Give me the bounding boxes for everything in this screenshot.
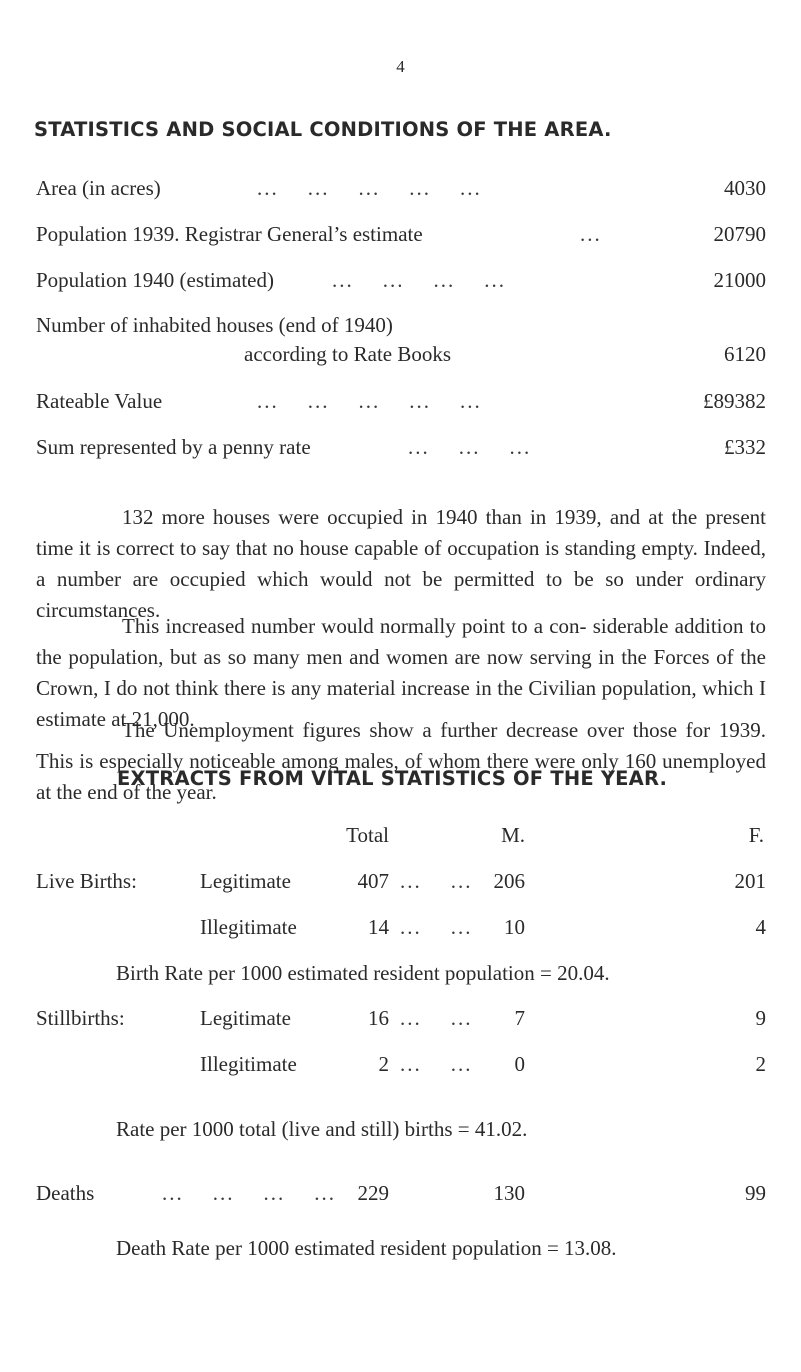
section-title-vital-statistics: EXTRACTS FROM VITAL STATISTICS OF THE YEAR. <box>117 767 668 790</box>
leader-dots: ... ... <box>400 1052 473 1076</box>
paragraph-text: The Unemployment figures show a further decrease over those for 1939. This is especially noticeable among males, of whom there were only 160 unemployed at the end of the year. <box>36 718 766 804</box>
section-title-statistics: STATISTICS AND SOCIAL CONDITIONS OF THE AREA. <box>34 118 612 141</box>
still-illegit-female: 2 <box>755 1052 766 1076</box>
still-legit-male: 7 <box>514 1006 525 1030</box>
live-legit-female: 201 <box>734 869 766 893</box>
death-rate-text: Death Rate per 1000 estimated resident population = 13.08. <box>116 1236 617 1260</box>
live-illegit-female: 4 <box>755 915 766 939</box>
stat-value-rateable-value: £89382 <box>703 389 766 413</box>
column-header-female: F. <box>748 823 764 847</box>
still-illegit-male: 0 <box>514 1052 525 1076</box>
page-number: 4 <box>396 57 405 76</box>
deaths-male: 130 <box>493 1181 525 1205</box>
stat-value-inhabited-houses: 6120 <box>724 342 766 366</box>
paragraph-text: This increased number would normally point to a con- siderable addition to the population, but as so many men and women are now serving in the Forces of the Crown, I do not think there is any material increase in the Civilian population, which I estimate at 21,000. <box>36 614 766 731</box>
live-illegit-male: 10 <box>504 915 525 939</box>
leader-dots: ... ... ... <box>408 435 532 459</box>
deaths-label: Deaths <box>36 1181 95 1205</box>
row-label-illegitimate: Illegitimate <box>200 1052 297 1076</box>
live-legit-male: 206 <box>493 869 525 893</box>
row-label-illegitimate: Illegitimate <box>200 915 297 939</box>
stat-value-area: 4030 <box>724 176 766 200</box>
stat-label-area: Area (in acres) <box>36 176 161 200</box>
paragraph-houses <box>36 502 766 626</box>
leader-dots: ... <box>580 222 602 246</box>
stat-label-population-1939: Population 1939. Registrar General’s estimate <box>36 222 423 246</box>
deaths-total: 229 <box>357 1181 389 1205</box>
column-header-male: M. <box>501 823 525 847</box>
still-legit-female: 9 <box>755 1006 766 1030</box>
stat-label-inhabited-houses-line2: according to Rate Books <box>244 342 452 366</box>
stillbirth-rate-text: Rate per 1000 total (live and still) births = 41.02. <box>116 1117 528 1141</box>
live-births-label: Live Births: <box>36 869 137 893</box>
paragraph-text: 132 more houses were occupied in 1940 than in 1939, and at the present time it is correct to say that no house capable of occupation is standing empty. Indeed, a number are occupied which would not be permitted to be so under ordinary circumstances. <box>36 505 766 622</box>
leader-dots: ... ... <box>400 869 473 893</box>
stat-label-rateable-value: Rateable Value <box>36 389 163 413</box>
column-header-total: Total <box>346 823 389 847</box>
still-illegit-total: 2 <box>378 1052 389 1076</box>
leader-dots: ... ... ... ... <box>162 1181 336 1205</box>
stat-label-penny-rate: Sum represented by a penny rate <box>36 435 311 459</box>
leader-dots: ... ... ... ... ... <box>257 176 482 200</box>
stat-label-inhabited-houses: Number of inhabited houses (end of 1940) <box>36 313 393 337</box>
row-label-legitimate: Legitimate <box>200 869 291 893</box>
stat-label-population-1940: Population 1940 (estimated) <box>36 268 274 292</box>
row-label-legitimate: Legitimate <box>200 1006 291 1030</box>
live-legit-total: 407 <box>357 869 389 893</box>
leader-dots: ... ... <box>400 1006 473 1030</box>
deaths-female: 99 <box>745 1181 766 1205</box>
still-legit-total: 16 <box>368 1006 389 1030</box>
stillbirths-label: Stillbirths: <box>36 1006 125 1030</box>
birth-rate-text: Birth Rate per 1000 estimated resident population = 20.04. <box>116 961 610 985</box>
leader-dots: ... ... <box>400 915 473 939</box>
stat-value-population-1939: 20790 <box>713 222 766 246</box>
live-illegit-total: 14 <box>368 915 389 939</box>
leader-dots: ... ... ... ... ... <box>257 389 482 413</box>
stat-value-penny-rate: £332 <box>724 435 766 459</box>
leader-dots: ... ... ... ... <box>332 268 506 292</box>
paragraph-unemployment <box>36 715 766 808</box>
stat-value-population-1940: 21000 <box>713 268 766 292</box>
